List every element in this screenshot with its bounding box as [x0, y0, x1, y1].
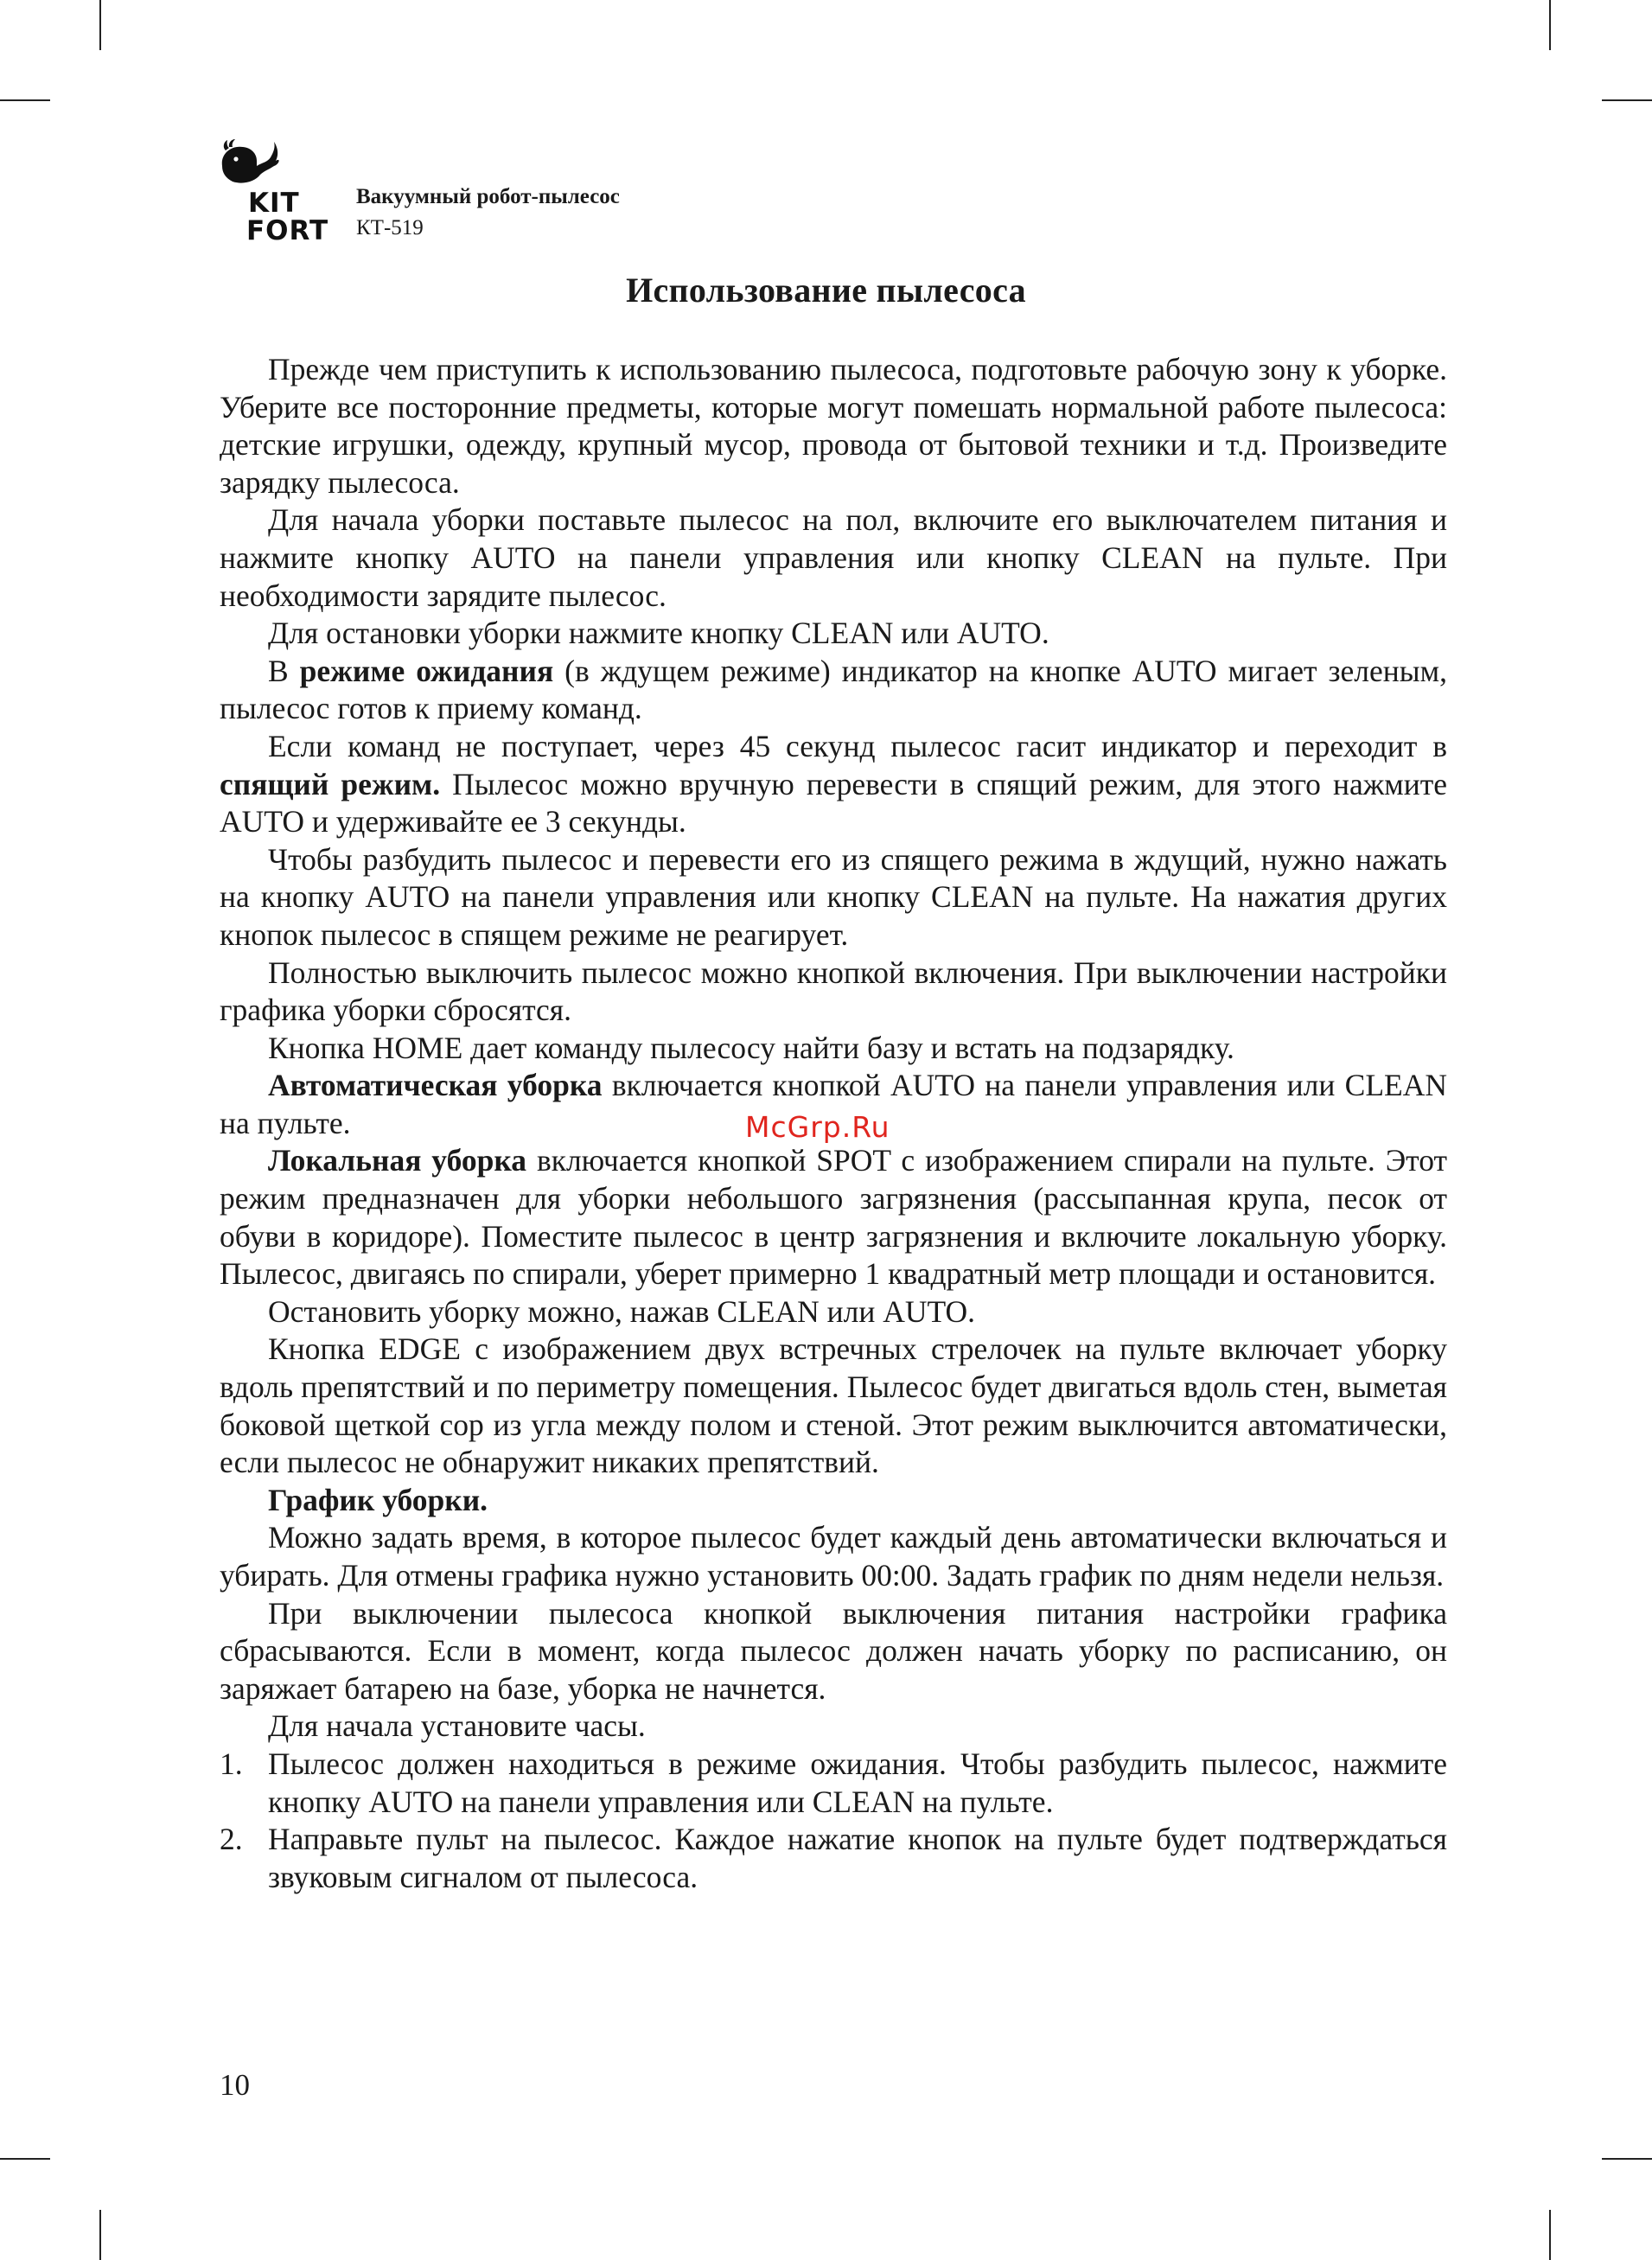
paragraph [220, 728, 1447, 841]
paragraph [220, 1142, 1447, 1293]
crop-mark [99, 0, 101, 50]
product-model: КТ-519 [356, 216, 424, 239]
product-title: Вакуумный робот-пылесос [356, 185, 620, 208]
paragraph: Кнопка HOME дает команду пылесосу найти базу и встать на подзарядку. [268, 1030, 1234, 1065]
whale-icon [217, 137, 279, 187]
paragraph: Кнопка EDGE с изображением двух встречных стрелочек на пульте включает уборку вдоль препятствий и по периметру помещения. Пылесос будет двигаться вдоль стен, выметая боковой щеткой сор из угла между полом и стеной. Этот режим выключится автоматически, если пылесос не обнаружит никаких препятствий. [220, 1331, 1447, 1480]
crop-mark [1549, 2210, 1551, 2260]
bold-term: Автоматическая уборка [268, 1068, 603, 1103]
crop-mark [0, 99, 50, 101]
brand-name-line2: FORT [246, 215, 329, 246]
bold-term: режиме ожидания [299, 653, 554, 688]
paragraph: Можно задать время, в которое пылесос будет каждый день автоматически включаться и убирать. Для отмены графика нужно установить 00:00. Задать график по дням недели нельзя. [220, 1520, 1447, 1593]
paragraph: Для начала уборки поставьте пылесос на пол, включите его выключателем питания и нажмите кнопку AUTO на панели управления или кнопку CLEAN на пульте. При необходимости зарядите пылесос. [220, 502, 1447, 613]
crop-mark [0, 2158, 50, 2160]
list-item [220, 1821, 1447, 1896]
step-number: 2. [220, 1822, 243, 1857]
step-text: Направьте пульт на пылесос. Каждое нажатие кнопок на пульте будет подтверждаться звуковым сигналом от пылесоса. [268, 1822, 1447, 1894]
brand-name-line1: KIT [248, 188, 300, 219]
text-run: (в ждущем режиме) индикатор на кнопке AUTO мигает зеленым, пылесос готов к приему команд. [220, 653, 1447, 726]
steps-list [220, 1746, 1447, 1896]
crop-mark [99, 2210, 101, 2260]
section-heading [220, 1482, 1447, 1520]
text-run: В [268, 653, 300, 688]
bold-term: спящий режим. [220, 766, 441, 801]
paragraph: Для остановки уборки нажмите кнопку CLEAN или AUTO. [268, 616, 1049, 651]
paragraph: Полностью выключить пылесос можно кнопкой включения. При выключении настройки графика уборки сбросятся. [220, 954, 1447, 1028]
paragraph: Для начала установите часы. [268, 1708, 646, 1744]
text-run: включается кнопкой SPOT с изображением спирали на пульте. Этот режим предназначен для уборки небольшого загрязнения (рассыпанная крупа, песок от обуви в коридоре). Поместите пылесос в центр загрязнения и включите локальную уборку. Пылесос, двигаясь по спирали, уберет примерно 1 квадратный метр площади и остановится. [220, 1143, 1447, 1292]
text-run: Пылесос можно вручную перевести в спящий режим, для этого нажмите AUTO и удерживайте ее 3 секунды. [220, 766, 1448, 840]
crop-mark [1549, 0, 1551, 50]
bold-term: График уборки. [268, 1482, 488, 1517]
text-run: Если команд не поступает, через 45 секунд пылесос гасит индикатор и переходит в [268, 728, 1447, 763]
list-item [220, 1746, 1447, 1821]
watermark: McGrp.Ru [745, 1110, 890, 1144]
paragraph: При выключении пылесоса кнопкой выключения питания настройки графика сбрасываются. Если в момент, когда пылесос должен начать уборку по расписанию, он заряжает батарею на базе, уборка не начнется. [220, 1595, 1447, 1706]
text-run: включается кнопкой AUTO на панели управления или CLEAN на пульте. [220, 1068, 1447, 1140]
step-text: Пылесос должен находиться в режиме ожидания. Чтобы разбудить пылесос, нажмите кнопку AUTO на панели управления или CLEAN на пульте. [268, 1746, 1447, 1819]
page-number: 10 [220, 2068, 250, 2102]
crop-mark [1602, 2158, 1652, 2160]
paragraph: Остановить уборку можно, нажав CLEAN или AUTO. [268, 1293, 976, 1329]
page-title: Использование пылесоса [626, 271, 1026, 310]
crop-mark [1602, 99, 1652, 101]
paragraph: Прежде чем приступить к использованию пылесоса, подготовьте рабочую зону к уборке. Уберите все посторонние предметы, которые могут помешать нормальной работе пылесоса: детские игрушки, одежду, крупный мусор, провода от бытовой техники и т.д. Произведите зарядку пылесоса. [220, 352, 1447, 500]
bold-term: Локальная уборка [268, 1143, 527, 1178]
step-number: 1. [220, 1746, 243, 1781]
brand-logo [214, 137, 329, 246]
paragraph: Чтобы разбудить пылесос и перевести его из спящего режима в ждущий, нужно нажать на кнопку AUTO на панели управления или кнопку CLEAN на пульте. На нажатия других кнопок пылесос в спящем режиме не реагирует. [220, 841, 1447, 952]
paragraph [220, 653, 1447, 728]
